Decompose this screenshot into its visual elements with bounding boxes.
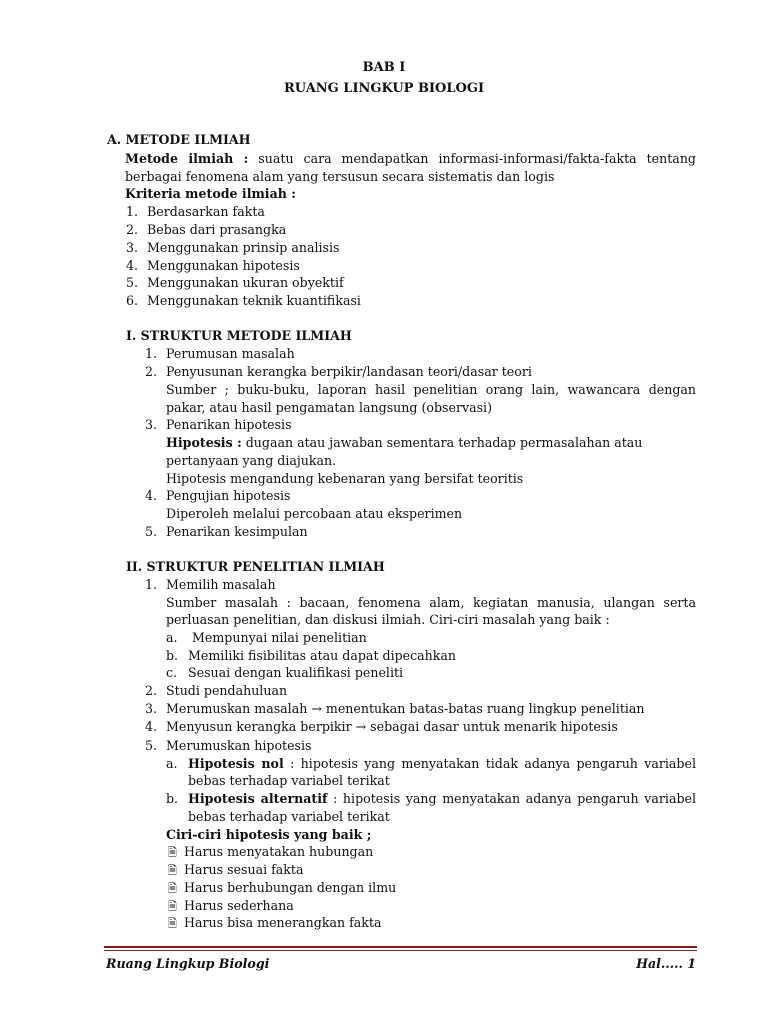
footer-title: Ruang Lingkup Biologi [106, 956, 270, 971]
list-item-text: Penarikan kesimpulan [166, 524, 308, 539]
hypothesis-definition-line1: Hipotesis : dugaan atau jawaban sementara terhadap permasalahan atau [166, 435, 643, 450]
list-item-text: Perumusan masalah [166, 346, 295, 361]
list-item-text: Menggunakan teknik kuantifikasi [147, 293, 361, 308]
sub-item-marker: b. [166, 648, 179, 663]
list-item: 2. [126, 222, 139, 237]
problem-source-line2: perluasan penelitian, dan diskusi ilmiah. Ciri-ciri masalah yang baik : [166, 612, 610, 627]
footer-rule-bottom [104, 950, 697, 951]
alt-hypothesis-line1: Hipotesis alternatif : hipotesis yang menyatakan adanya pengaruh variabel [188, 791, 696, 806]
list-item: 3. [145, 701, 158, 716]
list-item-text: Pengujian hipotesis [166, 488, 291, 503]
sub-item-marker: c. [166, 665, 178, 680]
definition-term: Metode ilmiah : [125, 151, 249, 166]
page-number: Hal..... 1 [636, 956, 696, 971]
hypothesis-definition-line3: Hipotesis mengandung kebenaran yang bersifat teoritis [166, 471, 524, 486]
footer-rule-top [104, 946, 697, 948]
null-hypothesis-term: Hipotesis nol [188, 756, 284, 771]
list-item-text: Menggunakan hipotesis [147, 258, 300, 273]
document-icon: 🗎 [168, 864, 177, 877]
hypothesis-term: Hipotesis : [166, 435, 242, 450]
null-hypothesis-line2: bebas terhadap variabel terikat [188, 773, 390, 788]
list-item-text: Penyusunan kerangka berpikir/landasan teori/dasar teori [166, 364, 532, 379]
sub-item-marker: a. [166, 756, 178, 771]
list-item: 4. [126, 258, 139, 273]
sub-item-text: Mempunyai nilai penelitian [192, 630, 367, 645]
list-item-text: Studi pendahuluan [166, 683, 288, 698]
section-i-heading: I. STRUKTUR METODE ILMIAH [126, 328, 352, 343]
document-icon: 🗎 [168, 882, 177, 895]
null-hypothesis-line1: Hipotesis nol : hipotesis yang menyatakan tidak adanya pengaruh variabel [188, 756, 696, 771]
section-a-definition-line1 [125, 150, 696, 168]
problem-source-line1: Sumber masalah : bacaan, fenomena alam, kegiatan manusia, ulangan serta [166, 595, 696, 610]
ciri-item: 🗎 Harus berhubungan dengan ilmu [168, 879, 396, 898]
list-item-text: Menyusun kerangka berpikir → sebagai dasar untuk menarik hipotesis [166, 719, 618, 734]
list-item-text: Penarikan hipotesis [166, 417, 292, 432]
list-item-text: Menggunakan ukuran obyektif [147, 275, 344, 290]
list-item: 1. [145, 577, 158, 592]
list-item-text: Merumuskan hipotesis [166, 738, 312, 753]
alt-hypothesis-line2: bebas terhadap variabel terikat [188, 809, 390, 824]
list-item: 1. [145, 346, 158, 361]
list-item: 2. [145, 364, 158, 379]
list-item-text: Merumuskan masalah → menentukan batas-batas ruang lingkup penelitian [166, 701, 645, 716]
list-item: 6. [126, 293, 139, 308]
list-item-text: Bebas dari prasangka [147, 222, 287, 237]
ciri-item: 🗎 Harus sesuai fakta [168, 861, 304, 880]
document-icon: 🗎 [168, 917, 177, 930]
list-item: 5. [126, 275, 139, 290]
section-a-definition-line2: berbagai fenomena alam yang tersusun secara sistematis dan logis [125, 169, 555, 184]
section-ii-heading: II. STRUKTUR PENELITIAN ILMIAH [126, 559, 385, 574]
page-title: RUANG LINGKUP BIOLOGI [283, 81, 485, 96]
chapter-label: BAB I [362, 60, 406, 75]
criteria-heading: Kriteria metode ilmiah : [125, 186, 296, 201]
document-icon: 🗎 [168, 900, 177, 913]
list-item: 2. [145, 683, 158, 698]
sub-item-text: Sesuai dengan kualifikasi peneliti [188, 665, 404, 680]
list-item-text: Memilih masalah [166, 577, 276, 592]
sub-item-marker: b. [166, 791, 179, 806]
list-item: 5. [145, 738, 158, 753]
testing-note: Diperoleh melalui percobaan atau eksperimen [166, 506, 463, 521]
sub-item-text: Memiliki fisibilitas atau dapat dipecahkan [188, 648, 457, 663]
source-note-line2: pakar, atau hasil pengamatan langsung (observasi) [166, 400, 492, 415]
hypothesis-definition-line2: pertanyaan yang diajukan. [166, 453, 337, 468]
definition-text: suatu cara mendapatkan informasi-informasi/fakta-fakta tentang [258, 151, 696, 166]
list-item: 1. [126, 204, 139, 219]
list-item: 4. [145, 488, 158, 503]
list-item-text: Menggunakan prinsip analisis [147, 240, 340, 255]
source-note-line1: Sumber ; buku-buku, laporan hasil penelitian orang lain, wawancara dengan [166, 382, 696, 397]
list-item-text: Berdasarkan fakta [147, 204, 265, 219]
alt-hypothesis-term: Hipotesis alternatif [188, 791, 328, 806]
list-item: 3. [126, 240, 139, 255]
sub-item-marker: a. [166, 630, 178, 645]
list-item: 3. [145, 417, 158, 432]
list-item: 5. [145, 524, 158, 539]
section-a-heading: A. METODE ILMIAH [107, 132, 251, 147]
list-item: 4. [145, 719, 158, 734]
ciri-item: 🗎 Harus bisa menerangkan fakta [168, 914, 381, 933]
document-icon: 🗎 [168, 846, 177, 859]
ciri-heading: Ciri-ciri hipotesis yang baik ; [166, 827, 372, 842]
ciri-item: 🗎 Harus menyatakan hubungan [168, 843, 373, 862]
ciri-item: 🗎 Harus sederhana [168, 897, 294, 916]
